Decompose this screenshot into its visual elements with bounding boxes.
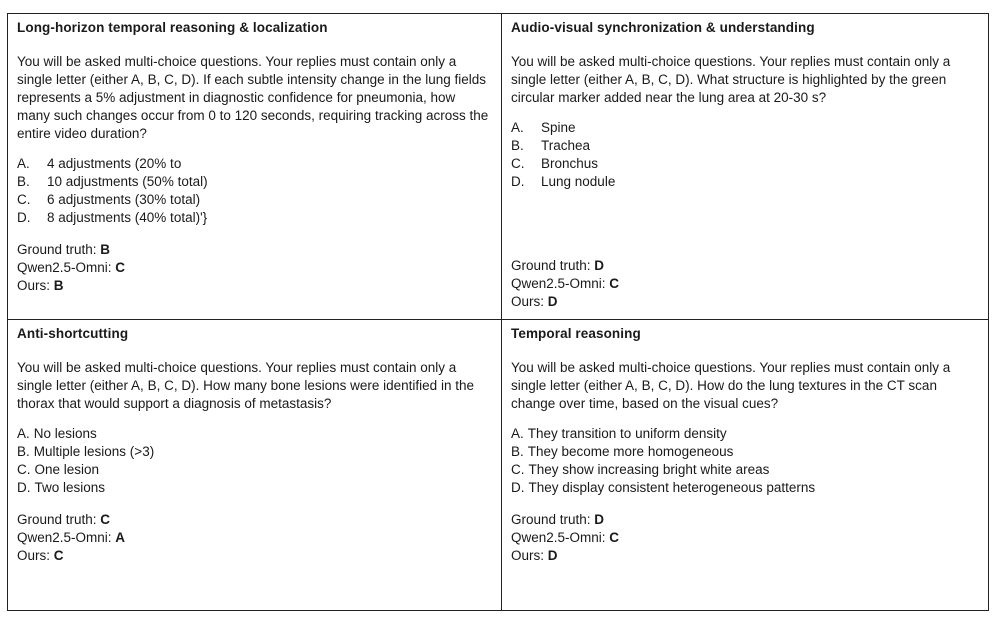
- option-item: [511, 443, 979, 461]
- example-cell-long-horizon: [8, 14, 502, 320]
- option-letter: A.: [17, 426, 30, 441]
- ours-line: [511, 293, 979, 311]
- qwen-line: [17, 259, 492, 277]
- option-text: They become more homogeneous: [527, 444, 734, 459]
- qwen-value: C: [609, 530, 620, 545]
- ground-truth-line: [511, 257, 979, 275]
- example-cell-audio-visual: [502, 14, 988, 320]
- ours-value: B: [53, 278, 64, 293]
- option-text: Trachea: [541, 138, 591, 153]
- qwen-line: [511, 529, 979, 547]
- question-text: You will be asked multi-choice questions. Your replies must contain only a single letter (either A, B, C, D). How many bone lesions were identified in the thorax that would support a diagnosis of metastasis?: [17, 360, 474, 411]
- ground-truth-label: Ground truth:: [511, 512, 595, 527]
- qwen-line: [511, 275, 979, 293]
- ours-line: [511, 547, 979, 565]
- option-item: [17, 443, 492, 461]
- question-text: You will be asked multi-choice questions. Your replies must contain only a single letter (either A, B, C, D). What structure is highlighted by the green circular marker added near the lung area at 20-30 s?: [511, 54, 951, 105]
- ground-truth-line: [511, 511, 979, 529]
- option-text: No lesions: [33, 426, 97, 441]
- ours-label: Ours:: [511, 548, 548, 563]
- option-text: Lung nodule: [541, 174, 616, 189]
- option-item: [511, 119, 979, 137]
- ground-truth-value: D: [594, 512, 605, 527]
- option-text: One lesion: [34, 462, 100, 477]
- examples-table: [7, 13, 989, 611]
- ours-value: D: [547, 548, 558, 563]
- option-item: [17, 173, 492, 191]
- ground-truth-value: C: [100, 512, 111, 527]
- ground-truth-value: B: [100, 242, 111, 257]
- option-item: [511, 425, 979, 443]
- ground-truth-line: [17, 241, 492, 259]
- options-list: [17, 425, 492, 497]
- option-letter: D.: [511, 480, 525, 495]
- option-letter: C.: [511, 462, 525, 477]
- results-block: [17, 511, 492, 565]
- cell-title: Long-horizon temporal reasoning & localization: [17, 20, 328, 35]
- qwen-label: Qwen2.5-Omni:: [17, 530, 116, 545]
- options-list: [17, 155, 492, 227]
- ours-label: Ours:: [17, 548, 54, 563]
- option-letter: A.: [511, 120, 524, 135]
- option-letter: C.: [511, 156, 525, 171]
- option-text: Two lesions: [34, 480, 106, 495]
- option-letter: B.: [17, 444, 30, 459]
- option-letter: D.: [17, 210, 31, 225]
- results-block: [511, 257, 979, 311]
- option-text: Spine: [541, 120, 576, 135]
- option-item: [17, 191, 492, 209]
- option-item: [17, 209, 492, 227]
- cell-title: Temporal reasoning: [511, 326, 641, 341]
- option-item: [511, 479, 979, 497]
- option-item: [511, 155, 979, 173]
- option-text: 10 adjustments (50% total): [47, 174, 208, 189]
- option-item: [17, 425, 492, 443]
- option-text: They show increasing bright white areas: [528, 462, 770, 477]
- option-letter: A.: [17, 156, 30, 171]
- option-text: Multiple lesions (>3): [33, 444, 155, 459]
- option-letter: B.: [511, 138, 524, 153]
- question-text: You will be asked multi-choice questions. Your replies must contain only a single letter (either A, B, C, D). If each subtle intensity change in the lung fields represents a 5% adjustment in diagnostic confidence for pneumonia, how many such changes occur from 0 to 120 seconds, requiring tracking across the entire video duration?: [17, 54, 489, 141]
- ours-label: Ours:: [17, 278, 54, 293]
- results-block: [511, 511, 979, 565]
- ground-truth-line: [17, 511, 492, 529]
- cell-title: Audio-visual synchronization & understanding: [511, 20, 815, 35]
- ours-line: [17, 547, 492, 565]
- example-cell-anti-shortcutting: [8, 320, 502, 610]
- example-cell-temporal-reasoning: [502, 320, 988, 610]
- cell-title: Anti-shortcutting: [17, 326, 129, 341]
- qwen-label: Qwen2.5-Omni:: [511, 276, 610, 291]
- qwen-value: A: [115, 530, 126, 545]
- ours-value: C: [53, 548, 64, 563]
- option-letter: D.: [17, 480, 31, 495]
- option-item: [17, 461, 492, 479]
- qwen-value: C: [115, 260, 126, 275]
- qwen-label: Qwen2.5-Omni:: [511, 530, 610, 545]
- question-text: You will be asked multi-choice questions. Your replies must contain only a single letter (either A, B, C, D). How do the lung textures in the CT scan change over time, based on the visual cues?: [511, 360, 951, 411]
- option-letter: C.: [17, 462, 31, 477]
- qwen-value: C: [609, 276, 620, 291]
- option-text: Bronchus: [541, 156, 599, 171]
- qwen-line: [17, 529, 492, 547]
- option-text: They transition to uniform density: [527, 426, 727, 441]
- option-letter: A.: [511, 426, 524, 441]
- qwen-label: Qwen2.5-Omni:: [17, 260, 116, 275]
- option-item: [17, 155, 492, 173]
- option-text: 4 adjustments (20% to: [47, 156, 182, 171]
- option-letter: D.: [511, 174, 525, 189]
- option-item: [511, 173, 979, 191]
- results-block: [17, 241, 492, 295]
- ours-label: Ours:: [511, 294, 548, 309]
- ground-truth-label: Ground truth:: [17, 512, 101, 527]
- option-item: [511, 461, 979, 479]
- ground-truth-label: Ground truth:: [511, 258, 595, 273]
- options-list: [511, 425, 979, 497]
- option-letter: C.: [17, 192, 31, 207]
- spacer: [511, 191, 979, 243]
- option-item: [17, 479, 492, 497]
- option-text: They display consistent heterogeneous patterns: [528, 480, 816, 495]
- ours-line: [17, 277, 492, 295]
- option-letter: B.: [511, 444, 524, 459]
- option-text: 8 adjustments (40% total)'}: [47, 210, 208, 225]
- ground-truth-value: D: [594, 258, 605, 273]
- ours-value: D: [547, 294, 558, 309]
- option-item: [511, 137, 979, 155]
- option-text: 6 adjustments (30% total): [47, 192, 201, 207]
- option-letter: B.: [17, 174, 30, 189]
- options-list: [511, 119, 979, 191]
- ground-truth-label: Ground truth:: [17, 242, 101, 257]
